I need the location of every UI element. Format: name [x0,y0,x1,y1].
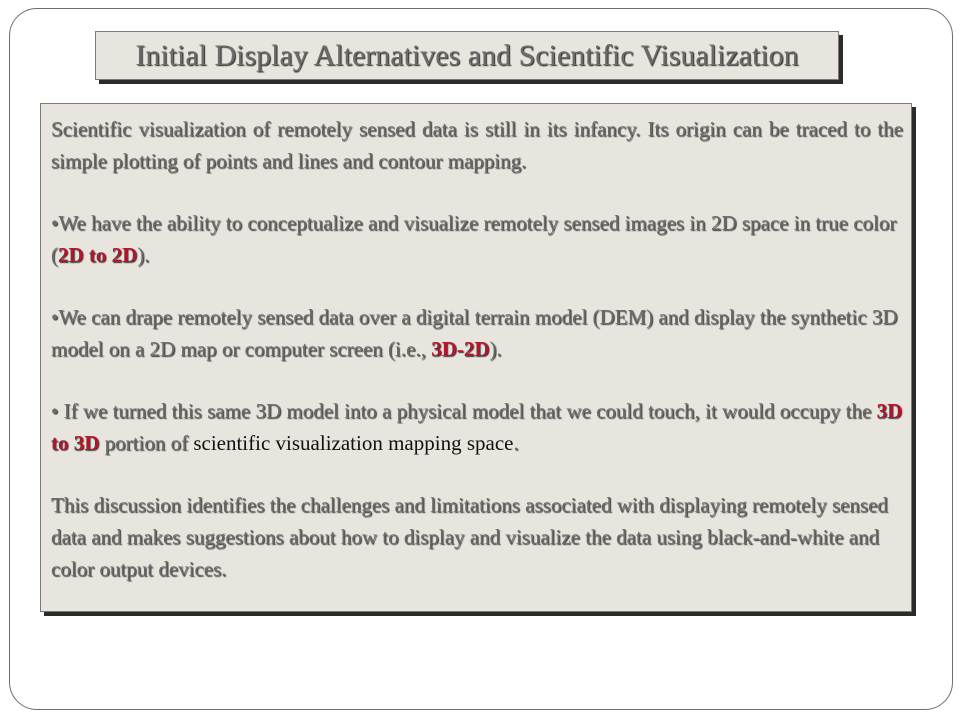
bullet-3d2d-text-before: We can drape remotely sensed data over a digital terrain model (DEM) and display the synthetic 3D model on a 2D map or computer screen (i.e., [51,305,898,361]
bullet-3d2d-text-after: ). [489,337,502,361]
bullet-3d3d-text-middle: portion of [99,431,194,455]
bullet-3d-to-3d [51,395,903,459]
slide-title: Initial Display Alternatives and Scientific Visualization [135,38,799,72]
highlight-3d-2d: 3D-2D [431,337,490,361]
bullet-icon: • [51,305,59,329]
paragraph-intro [51,113,903,177]
bullet-icon: • [51,399,59,423]
bullet-2d-text-before: We have the ability to conceptualize and visualize remotely sensed images in 2D space in true color ( [51,211,897,267]
bullet-3d3d-text-after: . [513,431,519,455]
paragraph-intro-text: Scientific visualization of remotely sensed data is still in its infancy. Its origin can be traced to the simple plotting of points and lines and contour mapping. [51,117,903,173]
bullet-3d-2d [51,301,903,365]
visualization-space-text: scientific visualization mapping space [193,431,514,455]
bullet-3d3d-text-before: If we turned this same 3D model into a physical model that we could touch, it would occupy the [58,399,877,423]
paragraph-discussion [51,489,903,585]
bullet-icon: • [51,211,59,235]
highlight-2d-to-2d: 2D to 2D [58,243,138,267]
title-box [95,31,839,80]
paragraph-discussion-text: This discussion identifies the challenges and limitations associated with displaying remotely sensed data and makes suggestions about how to display and visualize the data using black-and-white and color output devices. [51,493,888,581]
bullet-2d-to-2d [51,207,903,271]
highlight-3d-to-3d: 3D to 3D [51,399,903,455]
content-box [40,103,912,612]
bullet-2d-text-after: ). [137,243,150,267]
